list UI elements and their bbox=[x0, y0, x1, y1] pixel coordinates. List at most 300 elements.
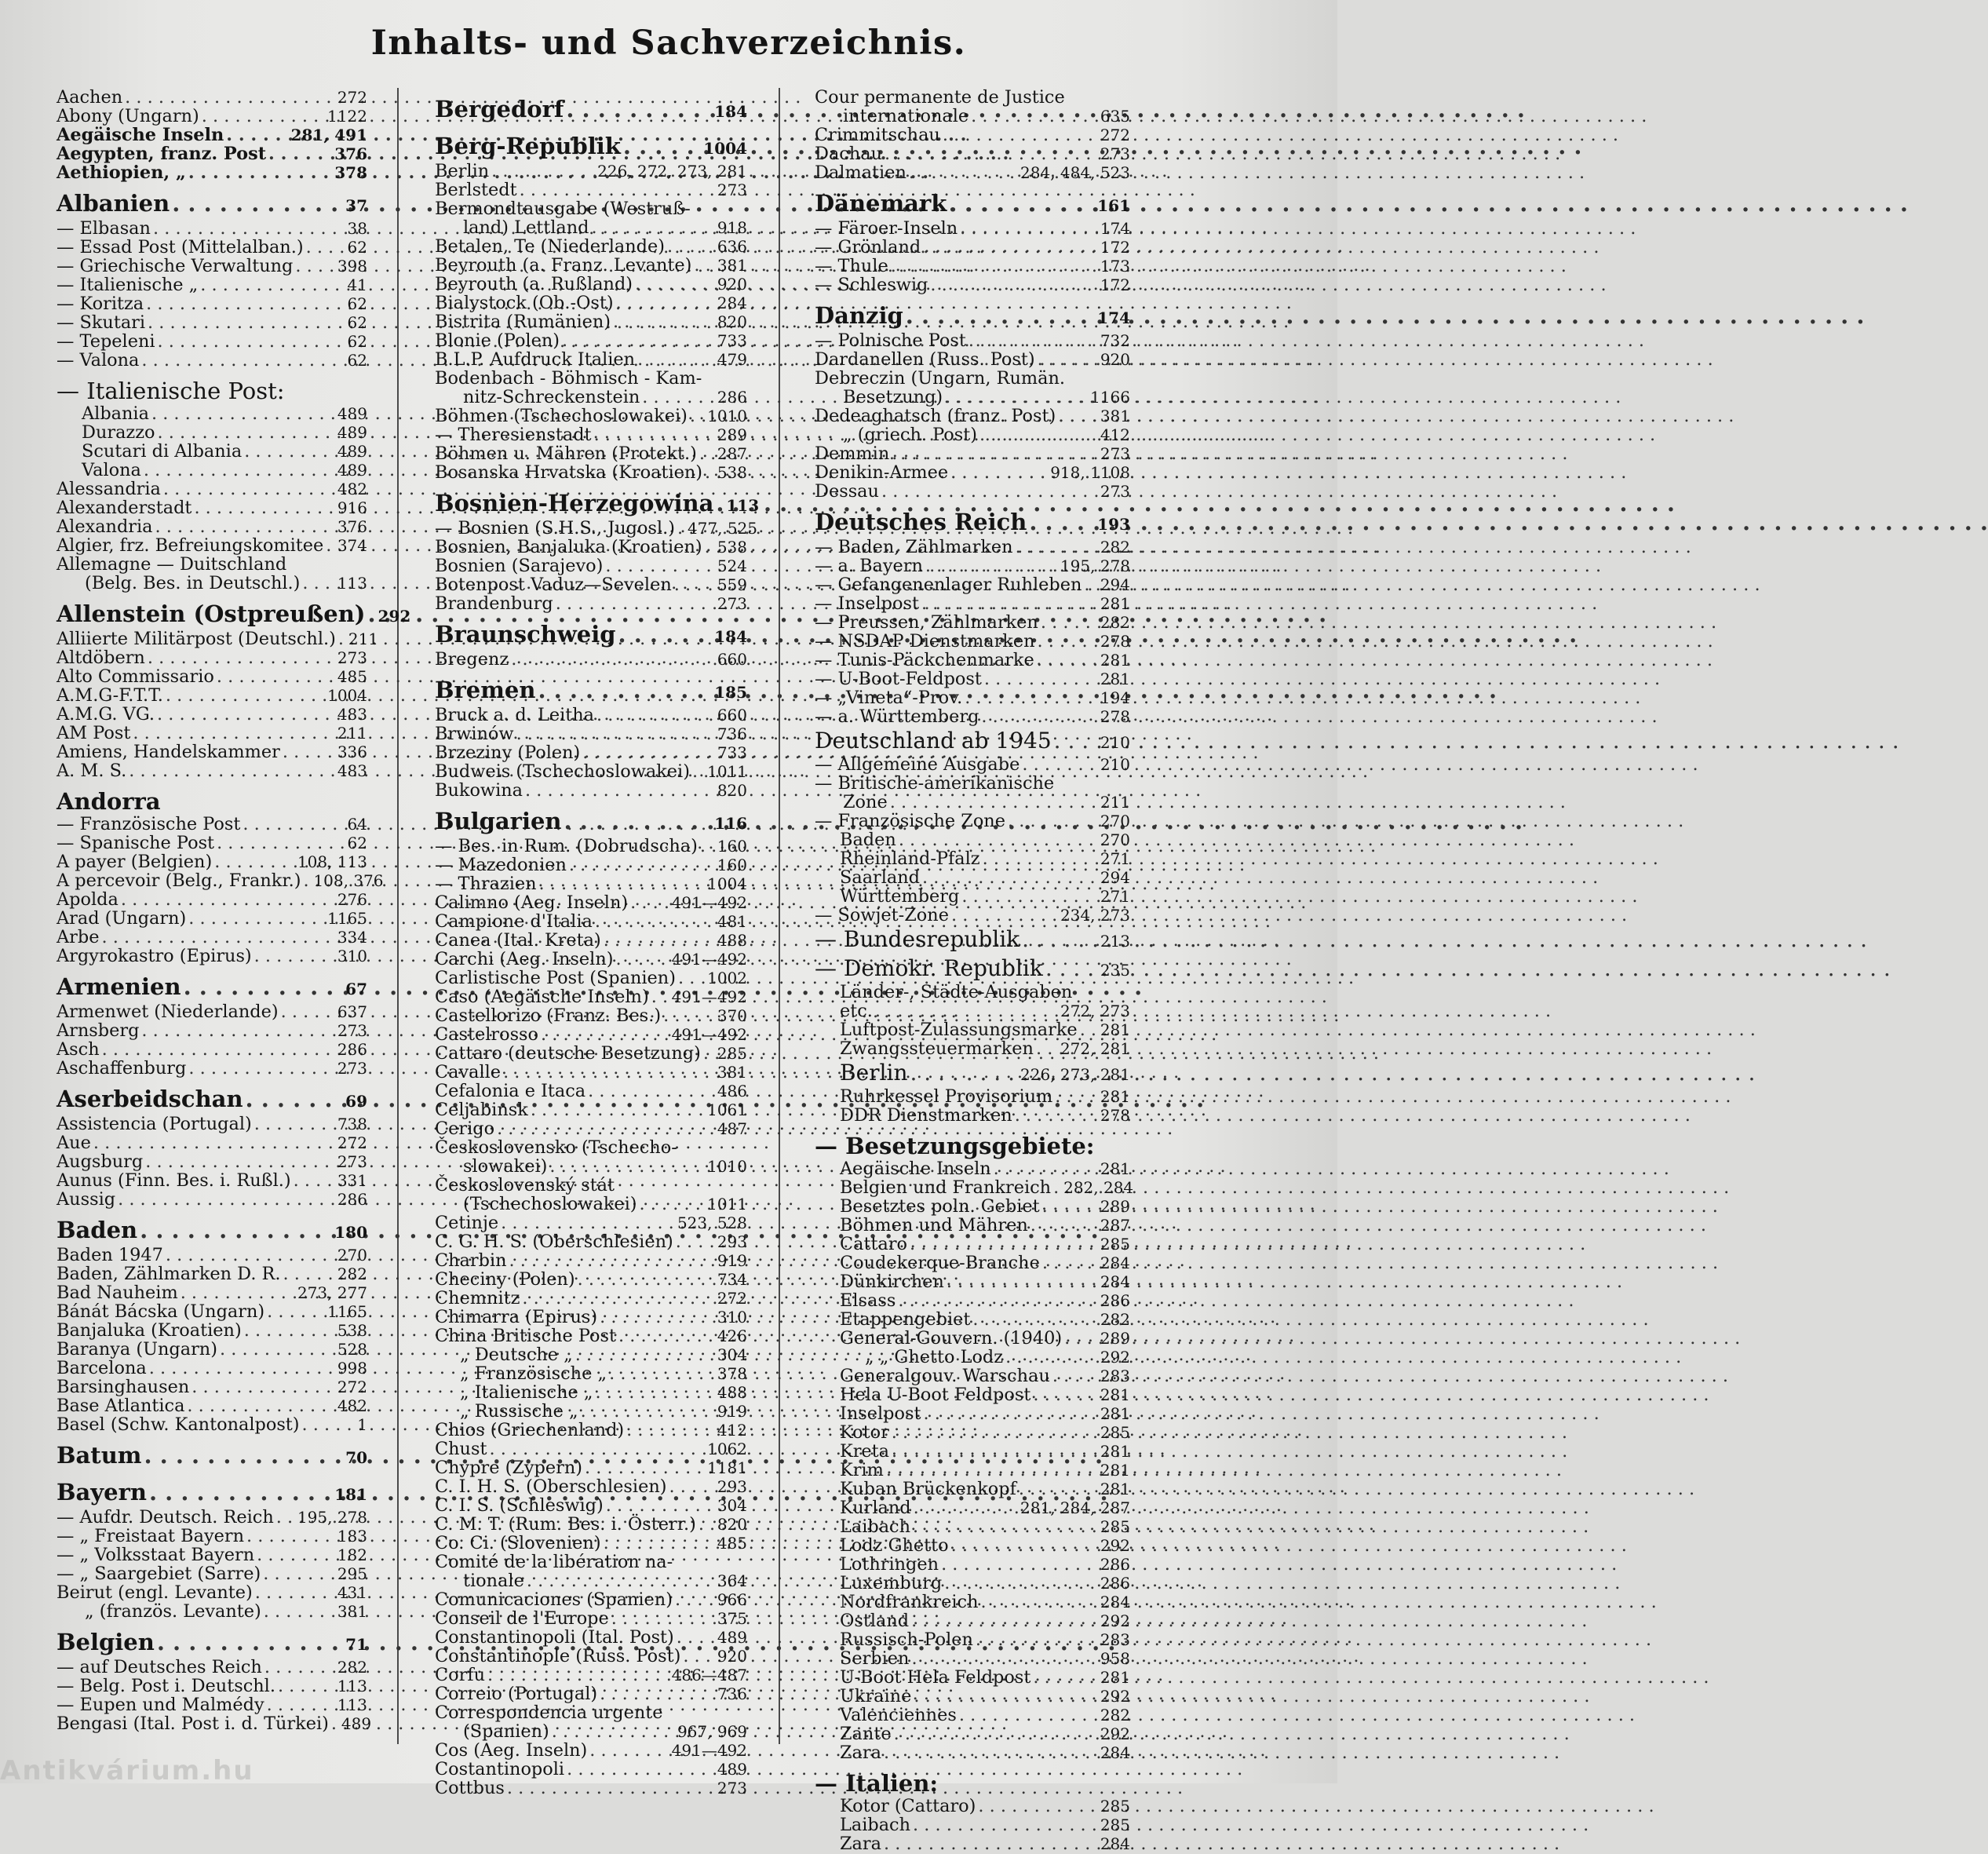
index-entry bbox=[815, 1087, 1130, 1106]
index-entry bbox=[57, 1396, 367, 1415]
page-number: 310 bbox=[717, 1308, 747, 1327]
page-number: 336 bbox=[337, 743, 367, 761]
entry-name: Bialystock (Ob.-Ost) bbox=[435, 293, 614, 313]
index-entry bbox=[57, 1695, 367, 1714]
index-entry bbox=[435, 407, 747, 425]
index-entry bbox=[435, 237, 747, 256]
page-number: 489 bbox=[337, 404, 367, 423]
dot-leader bbox=[263, 1564, 335, 1583]
entry-name: — Britische-amerikanische bbox=[815, 773, 1055, 794]
dot-leader bbox=[497, 1119, 715, 1138]
entry-name: Argyrokastro (Epirus) bbox=[57, 946, 252, 966]
entry-name: Ostland bbox=[840, 1611, 910, 1631]
page-number: 281, 284, 287 bbox=[1020, 1498, 1130, 1517]
page-number: 293 bbox=[717, 1477, 747, 1496]
dot-leader bbox=[914, 1687, 1097, 1706]
index-entry bbox=[57, 1133, 367, 1152]
entry-name: B.L.P. Aufdruck Italien bbox=[435, 349, 636, 370]
entry-name: Constantinople (Russ. Post) bbox=[435, 1646, 681, 1666]
page-number: 738 bbox=[337, 1115, 367, 1133]
dot-leader bbox=[1030, 1216, 1098, 1235]
index-entry bbox=[815, 774, 1130, 793]
dot-leader bbox=[1005, 1348, 1098, 1367]
index-entry bbox=[435, 874, 747, 893]
dot-leader bbox=[913, 1517, 1098, 1536]
dot-leader bbox=[642, 388, 715, 407]
page-number: 194 bbox=[1100, 688, 1130, 707]
entry-name: Laibach bbox=[840, 1815, 911, 1835]
page-number: 273, 277 bbox=[297, 1283, 367, 1302]
dot-leader bbox=[944, 1574, 1098, 1593]
page-number: 62 bbox=[347, 834, 367, 852]
entry-name: — Französische Zone bbox=[815, 811, 1005, 831]
dot-leader bbox=[509, 1251, 715, 1270]
index-entry bbox=[57, 629, 379, 649]
index-entry bbox=[57, 705, 367, 724]
page-number: 489 bbox=[337, 423, 367, 442]
page-number: 71 bbox=[345, 1635, 367, 1654]
entry-name: A payer (Belgien) bbox=[57, 852, 213, 872]
entry-name: Belgien und Frankreich bbox=[840, 1177, 1052, 1198]
dot-leader bbox=[264, 1602, 335, 1621]
page-number: 1002 bbox=[707, 969, 747, 987]
index-entry bbox=[435, 1063, 747, 1082]
entry-name: „ (französ. Levante) bbox=[85, 1601, 261, 1622]
dot-leader bbox=[884, 1743, 1098, 1762]
index-entry bbox=[57, 404, 367, 423]
dot-leader bbox=[302, 574, 334, 593]
page-number: 37 bbox=[345, 196, 367, 215]
entry-name: Charbin bbox=[435, 1250, 507, 1271]
index-entry bbox=[815, 1834, 1130, 1853]
entry-name: Zone bbox=[843, 792, 888, 812]
page-number: 1010 bbox=[707, 407, 747, 425]
index-entry bbox=[435, 1534, 747, 1553]
page-number: 919 bbox=[717, 1251, 747, 1270]
page-number: 483 bbox=[337, 705, 367, 724]
page-number: 485 bbox=[337, 667, 367, 686]
page-number: 1004 bbox=[327, 686, 367, 705]
page-number: 334 bbox=[337, 928, 367, 947]
entry-name: Generalgouv. Warschau bbox=[840, 1366, 1050, 1386]
index-entry bbox=[435, 1590, 747, 1609]
page-number: 281 bbox=[1100, 1668, 1130, 1687]
entry-name: Kurland bbox=[840, 1498, 911, 1518]
index-entry bbox=[57, 1040, 367, 1059]
dot-leader bbox=[965, 688, 1098, 707]
dot-leader bbox=[501, 1213, 675, 1232]
entry-name: Checiny (Polen) bbox=[435, 1269, 575, 1290]
index-entry bbox=[815, 190, 1130, 219]
dot-leader bbox=[306, 238, 341, 257]
dot-leader bbox=[567, 1760, 715, 1779]
dot-leader bbox=[595, 912, 715, 931]
page-number: 491—492 bbox=[671, 987, 747, 1006]
entry-name: Aegäische Inseln bbox=[57, 125, 224, 145]
entry-name: Caso (Aegäische Inseln) bbox=[435, 987, 649, 1007]
index-entry bbox=[57, 928, 367, 947]
entry-name: Böhmen (Tschechoslowakei) bbox=[435, 406, 688, 426]
dot-leader bbox=[326, 536, 335, 555]
page-number: 491—492 bbox=[671, 1025, 747, 1044]
index-entry bbox=[435, 490, 760, 519]
dot-leader bbox=[906, 302, 1095, 329]
dot-leader bbox=[1045, 956, 1098, 980]
index-entry bbox=[435, 856, 747, 874]
dot-leader bbox=[257, 1546, 335, 1564]
page-number: 1166 bbox=[1090, 388, 1130, 407]
page-number: 113 bbox=[337, 1677, 367, 1695]
entry-name: Batum bbox=[57, 1442, 142, 1469]
page-number: 184 bbox=[714, 102, 747, 121]
entry-name: — Schleswig bbox=[815, 275, 928, 295]
page-number: 294 bbox=[1100, 868, 1130, 887]
index-entry bbox=[57, 815, 367, 834]
index-entry bbox=[815, 1442, 1130, 1461]
dot-leader bbox=[144, 1442, 341, 1469]
index-entry bbox=[57, 1583, 367, 1602]
dot-leader bbox=[338, 630, 346, 648]
entry-name: Albania bbox=[82, 403, 149, 424]
index-entry bbox=[435, 463, 747, 482]
index-entry bbox=[815, 927, 1130, 954]
index-entry bbox=[815, 126, 1130, 144]
page-number: 173 bbox=[1100, 257, 1130, 276]
dot-leader bbox=[166, 686, 325, 705]
page-number: 160 bbox=[717, 856, 747, 874]
page-number: 284 bbox=[1100, 1272, 1130, 1291]
entry-name: (Spanien) bbox=[463, 1721, 549, 1742]
page-number: 273 bbox=[717, 181, 747, 199]
dot-leader bbox=[220, 1340, 335, 1359]
index-entry bbox=[815, 1329, 1130, 1348]
index-entry bbox=[435, 1232, 747, 1251]
dot-leader bbox=[1058, 407, 1098, 425]
page-number: 273 bbox=[1100, 482, 1130, 501]
entry-name: Lothringen bbox=[840, 1554, 939, 1575]
entry-name: Russisch-Polen bbox=[840, 1630, 973, 1650]
page-number: 281 bbox=[1100, 1159, 1130, 1178]
page-number: 820 bbox=[717, 312, 747, 331]
dot-leader bbox=[1037, 651, 1098, 670]
dot-leader bbox=[611, 1609, 715, 1628]
page-number: 292 bbox=[1100, 1348, 1130, 1367]
page-number: 113 bbox=[337, 574, 367, 593]
dot-leader bbox=[151, 404, 335, 423]
index-entry bbox=[57, 667, 367, 686]
index-entry bbox=[435, 1496, 747, 1515]
dot-leader bbox=[276, 1508, 295, 1527]
dot-leader bbox=[981, 1593, 1098, 1611]
entry-name: — U-Boot-Feldpost bbox=[815, 669, 982, 689]
page-number: 736 bbox=[717, 1684, 747, 1703]
entry-name: Abony (Ungarn) bbox=[57, 106, 199, 126]
index-entry bbox=[57, 126, 367, 144]
index-entry bbox=[815, 1348, 1130, 1367]
dot-leader bbox=[144, 461, 335, 480]
page-number: 281 bbox=[1100, 1087, 1130, 1106]
entry-name: Brandenburg bbox=[435, 593, 553, 614]
dot-leader bbox=[146, 294, 341, 313]
page-number: 487 bbox=[717, 1119, 747, 1138]
dot-leader bbox=[244, 1321, 335, 1340]
dot-leader bbox=[541, 1025, 669, 1044]
index-entry bbox=[435, 781, 747, 800]
page-number: 491—492 bbox=[671, 950, 747, 969]
index-entry bbox=[57, 834, 367, 852]
dot-leader bbox=[705, 463, 715, 482]
dot-leader bbox=[556, 594, 715, 613]
index-entry bbox=[435, 1571, 747, 1590]
dot-leader bbox=[594, 425, 715, 444]
index-entry bbox=[815, 219, 1130, 238]
page-number: 538 bbox=[717, 463, 747, 482]
index-entry bbox=[815, 1060, 1130, 1087]
dot-leader bbox=[278, 1677, 335, 1695]
entry-name: Valenciennes bbox=[840, 1705, 957, 1725]
index-entry bbox=[57, 219, 367, 238]
dot-leader bbox=[585, 1458, 705, 1477]
entry-name: Beyrouth (a. Rußland) bbox=[435, 274, 633, 294]
index-entry bbox=[435, 1515, 747, 1534]
index-entry bbox=[815, 388, 1130, 407]
dot-leader bbox=[491, 162, 595, 181]
entry-name: Krim bbox=[840, 1460, 884, 1480]
dot-leader bbox=[705, 538, 715, 557]
index-entry bbox=[435, 1458, 747, 1477]
page-number: 273 bbox=[337, 1059, 367, 1078]
page-number: 1165 bbox=[327, 909, 367, 928]
entry-name: Algier, frz. Befreiungskomitee bbox=[57, 535, 324, 556]
index-entry bbox=[57, 480, 367, 498]
page-number: 281 bbox=[1100, 1461, 1130, 1480]
entry-name: — Französische Post bbox=[57, 814, 241, 834]
entry-name: land) Lettland bbox=[463, 217, 589, 238]
dot-leader bbox=[914, 1498, 1018, 1517]
entry-name: Deutschland ab 1945 bbox=[815, 728, 1052, 754]
dot-leader bbox=[663, 1006, 715, 1025]
entry-name: — Tunis-Päckchenmarke bbox=[815, 650, 1034, 670]
entry-name: — Valona bbox=[57, 350, 140, 370]
page-number: 1122 bbox=[327, 107, 367, 126]
page-number: 398 bbox=[337, 257, 367, 276]
dot-leader bbox=[588, 1082, 715, 1100]
entry-name: Botenpost Vaduz—Sevelen bbox=[435, 575, 672, 595]
index-entry bbox=[57, 973, 367, 1002]
index-entry bbox=[57, 555, 367, 574]
dot-leader bbox=[581, 1402, 715, 1421]
dot-leader bbox=[923, 1404, 1097, 1423]
page-number: 273 bbox=[1100, 144, 1130, 163]
page-number: 381 bbox=[337, 1602, 367, 1621]
entry-name: Lodz Ghetto bbox=[840, 1535, 949, 1556]
index-entry bbox=[815, 1310, 1130, 1329]
dot-leader bbox=[294, 1171, 335, 1190]
entry-name: — a. Württemberg bbox=[815, 706, 979, 727]
page-number: 108, 113 bbox=[297, 852, 367, 871]
index-entry bbox=[815, 670, 1130, 688]
page-number: 116 bbox=[714, 814, 747, 833]
index-entry bbox=[435, 987, 747, 1006]
page-number: 272, 281 bbox=[1060, 1039, 1130, 1058]
page-number: 193 bbox=[1097, 515, 1130, 534]
dot-leader bbox=[960, 219, 1098, 238]
index-entry bbox=[815, 331, 1130, 350]
entry-name: — Spanische Post bbox=[57, 833, 215, 853]
index-entry bbox=[815, 849, 1130, 868]
page-number: 271 bbox=[1100, 849, 1130, 868]
dot-leader bbox=[640, 1195, 706, 1213]
index-entry bbox=[435, 133, 747, 162]
page-number: 482 bbox=[337, 480, 367, 498]
entry-name: Arad (Ungarn) bbox=[57, 908, 187, 929]
dot-leader bbox=[589, 1741, 669, 1760]
page-number: 282 bbox=[1100, 1310, 1130, 1329]
entry-name: Inselpost bbox=[840, 1403, 921, 1424]
dot-leader bbox=[578, 1270, 715, 1289]
entry-name: Kotor bbox=[840, 1422, 889, 1443]
entry-name: A.M.G-F.T.T. bbox=[57, 685, 163, 706]
index-entry bbox=[57, 743, 367, 761]
dot-leader bbox=[605, 557, 714, 575]
page-number: 375 bbox=[717, 1609, 747, 1628]
page-number: 370 bbox=[717, 1006, 747, 1025]
page-number: 113 bbox=[726, 496, 760, 515]
index-entry bbox=[815, 1611, 1130, 1630]
page-number: 271 bbox=[1100, 887, 1130, 906]
entry-name: — Tepeleni bbox=[57, 331, 155, 352]
entry-name: Alto Commissario bbox=[57, 666, 214, 687]
index-entry bbox=[57, 1321, 367, 1340]
index-entry bbox=[815, 688, 1130, 707]
entry-name: Bosnien-Herzegowina bbox=[435, 490, 714, 516]
entry-name: China Britische Post bbox=[435, 1326, 617, 1346]
dot-leader bbox=[699, 444, 715, 463]
dot-leader bbox=[592, 218, 715, 237]
entry-name: Comunicaciones (Spanien) bbox=[435, 1589, 673, 1610]
dot-leader bbox=[885, 144, 1098, 163]
dot-leader bbox=[1016, 538, 1098, 557]
entry-name: Etappengebiet bbox=[840, 1309, 971, 1330]
index-entry bbox=[435, 1213, 747, 1232]
dot-leader bbox=[158, 423, 335, 442]
entry-name: Bulgarien bbox=[435, 808, 562, 834]
index-entry bbox=[815, 444, 1130, 463]
entry-name: Altdöbern bbox=[57, 648, 145, 668]
dot-leader bbox=[1042, 1197, 1098, 1216]
page-number: 636 bbox=[717, 237, 747, 256]
entry-name: Cattaro (deutsche Besetzung) bbox=[435, 1043, 701, 1064]
page-number: 195, 278 bbox=[297, 1508, 367, 1527]
dot-leader bbox=[217, 834, 341, 852]
index-column-2 bbox=[435, 88, 760, 1798]
index-entry bbox=[815, 1291, 1130, 1310]
entry-name: — Thule bbox=[815, 256, 888, 276]
entry-name: — „ Saargebiet (Sarre) bbox=[57, 1564, 261, 1584]
page-number: 292 bbox=[378, 607, 411, 626]
page-number: 287 bbox=[717, 444, 747, 463]
entry-name: — Grönland bbox=[815, 237, 921, 257]
index-entry bbox=[435, 425, 747, 444]
index-entry bbox=[815, 1385, 1130, 1404]
page-number: 426 bbox=[717, 1327, 747, 1345]
index-entry bbox=[815, 728, 1130, 755]
dot-leader bbox=[331, 1714, 339, 1733]
entry-name: Dalmatien bbox=[815, 162, 906, 183]
page-number: 286 bbox=[337, 1040, 367, 1059]
dot-leader bbox=[148, 313, 341, 332]
entry-name: Blonie (Polen) bbox=[435, 330, 560, 351]
dot-leader bbox=[675, 1590, 715, 1609]
page-number: 635 bbox=[1100, 107, 1130, 126]
index-entry bbox=[435, 1345, 747, 1364]
page-number: 211 bbox=[337, 724, 367, 743]
page-number: 486 bbox=[717, 1082, 747, 1100]
page-number: 294 bbox=[1100, 575, 1130, 594]
index-entry bbox=[57, 163, 367, 182]
entry-name: Correio (Portugal) bbox=[435, 1684, 598, 1704]
page-number: 272 bbox=[337, 88, 367, 107]
page-number: 376 bbox=[334, 144, 367, 163]
entry-name: Chust bbox=[435, 1439, 487, 1459]
page-number: 278 bbox=[1100, 632, 1130, 651]
dot-leader bbox=[244, 442, 335, 461]
entry-name: — Gefangenenlager Ruhleben bbox=[815, 575, 1082, 595]
index-entry bbox=[435, 294, 747, 312]
index-entry bbox=[57, 1713, 372, 1734]
index-entry bbox=[435, 1666, 747, 1684]
dot-leader bbox=[202, 107, 325, 126]
entry-name: C. M. T. (Rum. Bes. i. Österr.) bbox=[435, 1514, 696, 1535]
dot-leader bbox=[187, 1396, 334, 1415]
index-entry bbox=[57, 442, 367, 461]
page-number: 282 bbox=[1100, 538, 1130, 557]
index-entry bbox=[57, 724, 367, 743]
dot-leader bbox=[635, 275, 715, 294]
page-number: 381 bbox=[1100, 407, 1130, 425]
entry-name: — Preussen, Zählmarken bbox=[815, 612, 1038, 633]
entry-name: — Demokr. Republik bbox=[815, 955, 1043, 981]
dot-leader bbox=[978, 1797, 1097, 1816]
dot-leader bbox=[951, 1536, 1098, 1555]
entry-name: Bodenbach - Böhmisch - Kam- bbox=[435, 368, 702, 389]
entry-name: Chypre (Zypern) bbox=[435, 1458, 582, 1478]
page-number: 289 bbox=[1100, 1197, 1130, 1216]
dot-leader bbox=[618, 621, 713, 648]
dot-leader bbox=[133, 724, 334, 743]
page-number: 281 bbox=[1100, 670, 1130, 688]
index-entry bbox=[815, 369, 1130, 388]
entry-name: — Italienische „ bbox=[57, 275, 199, 295]
dot-leader bbox=[564, 808, 713, 834]
page-number: 272, 273 bbox=[1060, 1002, 1130, 1020]
dot-leader bbox=[886, 1461, 1098, 1480]
dot-leader bbox=[531, 1100, 705, 1119]
page-number: 285 bbox=[1100, 1517, 1130, 1536]
dot-leader bbox=[951, 906, 1058, 925]
dot-leader bbox=[368, 600, 376, 627]
page-number: 733 bbox=[717, 331, 747, 350]
index-entry bbox=[815, 1367, 1130, 1385]
index-entry bbox=[435, 1195, 747, 1213]
dot-leader bbox=[1029, 509, 1095, 535]
entry-name: Armenwet (Niederlande) bbox=[57, 1002, 279, 1022]
entry-name: Nordfrankreich bbox=[840, 1592, 979, 1612]
entry-name: Co. Ci. (Slovenien) bbox=[435, 1533, 601, 1553]
page-number: 285 bbox=[1100, 1816, 1130, 1834]
index-entry bbox=[435, 912, 747, 931]
entry-name: Besetzung) bbox=[843, 387, 943, 407]
